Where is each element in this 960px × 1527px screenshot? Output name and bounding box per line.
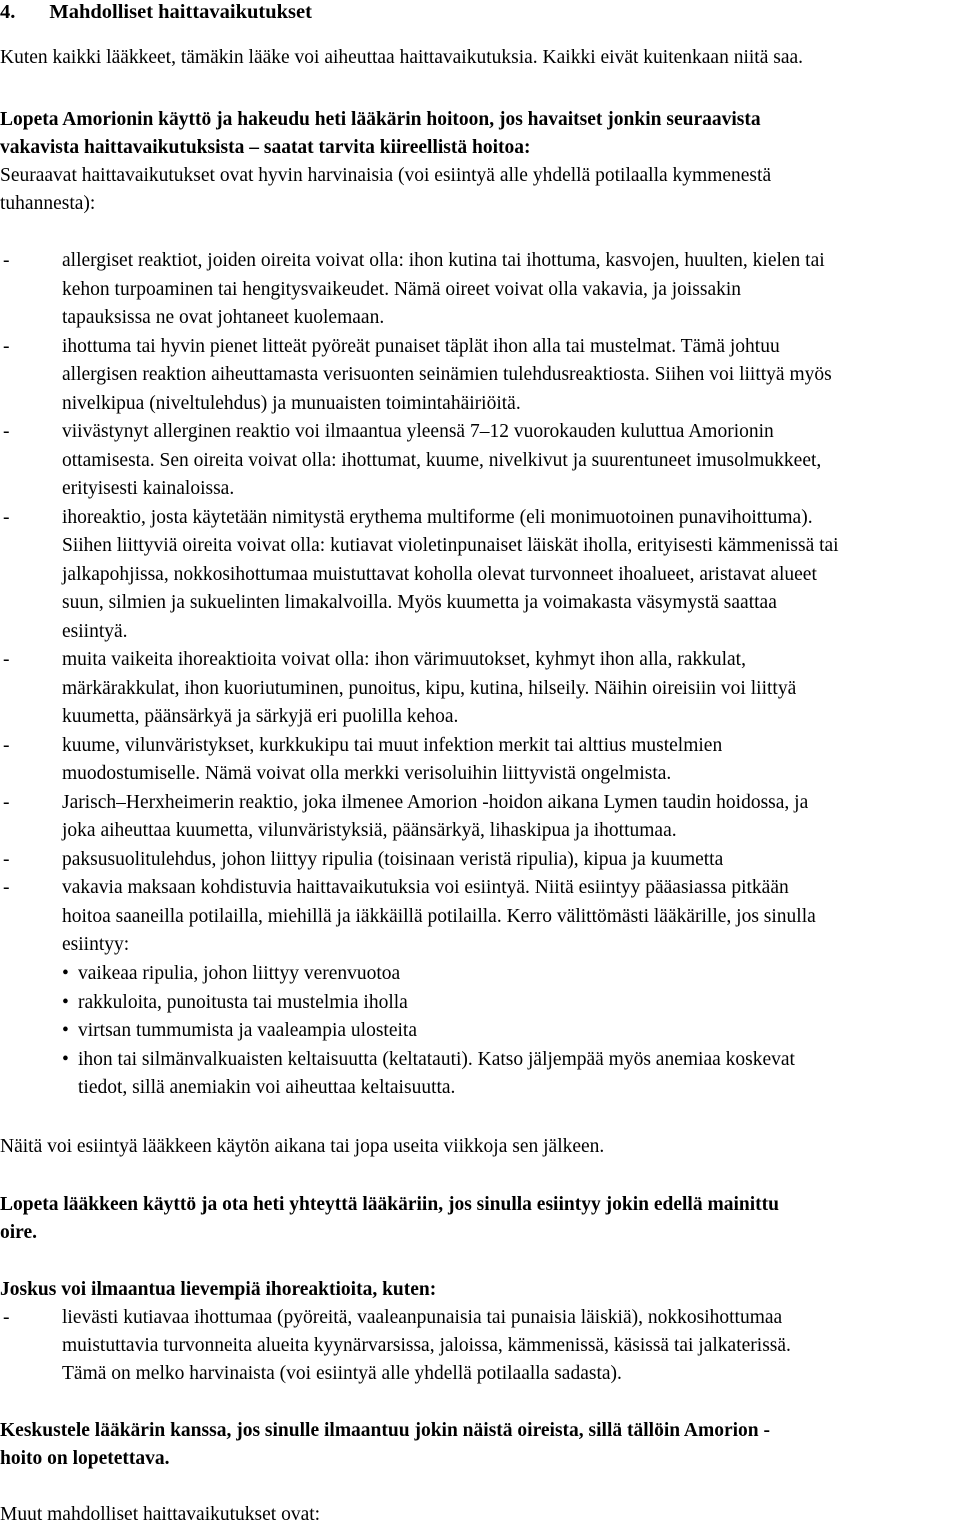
rare-intro-line-1: Seuraavat haittavaikutukset ovat hyvin harvinaisia (voi esiintyä alle yhdellä potilaalla kymmenestä [0, 165, 772, 186]
bullet-item-text: virtsan tummumista ja vaaleampia ulosteita [78, 1020, 417, 1041]
list-item-text: kuume, vilunväristykset, kurkkukipu tai muut infektion merkit tai alttius mustelmien [62, 734, 723, 756]
list-item-text: nivelkipua (niveltulehdus) ja munuaisten toimintahäiriöitä. [62, 392, 521, 414]
bullet-item-marker: • [62, 963, 69, 984]
stop-contact-line-2: oire. [0, 1222, 38, 1243]
list-item-marker: - [3, 335, 10, 357]
discuss-line-2: hoito on lopetettava. [0, 1448, 170, 1469]
bullet-item-marker: • [62, 1020, 69, 1041]
intro-paragraph: Kuten kaikki lääkkeet, tämäkin lääke voi aiheuttaa haittavaikutuksia. Kaikki eivät kuitenkaan niitä saa. [0, 47, 804, 68]
list-item-text: kuumetta, päänsärkyä ja särkyjä eri puolilla kehoa. [62, 706, 459, 727]
discuss-line-1: Keskustele lääkärin kanssa, jos sinulle ilmaantuu jokin näistä oireista, sillä tällöin Amorion - [0, 1420, 771, 1441]
other-effects-line: Muut mahdolliset haittavaikutukset ovat: [0, 1504, 321, 1525]
list-item-marker: - [3, 877, 10, 898]
stop-notice-line-1: Lopeta Amorionin käyttö ja hakeudu heti lääkärin hoitoon, jos havaitset jonkin seuraavista [0, 109, 761, 130]
list-item-text: joka aiheuttaa kuumetta, vilunväristyksiä, päänsärkyä, lihaskipua ja ihottumaa. [62, 820, 677, 841]
list-item-text: ottamisesta. Sen oireita voivat olla: ihottumat, kuume, nivelkivut ja suurentuneet imusolmukkeet, [62, 449, 822, 471]
section-title: Mahdolliset haittavaikutukset [49, 1, 312, 23]
list-item-marker: - [3, 250, 10, 271]
list-item-text: muistuttavia turvonneita alueita kyynärvarsissa, jaloissa, kämmenissä, käsissä tai jalkaterissä. [62, 1335, 791, 1356]
list-item-marker: - [3, 1307, 10, 1328]
list-item-marker: - [3, 506, 10, 528]
milder-heading: Joskus voi ilmaantua lievempiä ihoreaktioita, kuten: [0, 1279, 437, 1300]
bullet-item-marker: • [62, 991, 69, 1013]
list-item-marker: - [3, 649, 10, 670]
list-item-text: ihottuma tai hyvin pienet litteät pyöreät punaiset täplät ihon alla tai mustelmat. Tämä johtuu [62, 335, 780, 357]
list-item-text: tapauksissa ne ovat johtaneet kuolemaan. [62, 307, 385, 328]
list-item-marker: - [3, 734, 10, 756]
rare-intro-line-2: tuhannesta): [0, 193, 96, 214]
list-item-text: märkärakkulat, ihon kuoriutuminen, punoitus, kipu, kutina, hilseily. Näihin oireisiin voi liittyä [62, 677, 797, 699]
bullet-item-text: tiedot, sillä anemiakin voi aiheuttaa keltaisuutta. [78, 1077, 456, 1098]
list-item-text: hoitoa saaneilla potilailla, miehillä ja iäkkäillä potilailla. Kerro välittömästi lääkärille, jos sinulla [62, 905, 816, 927]
list-item-text: vakavia maksaan kohdistuvia haittavaikutuksia voi esiintyä. Niitä esiintyy pääasiassa pitkään [62, 877, 789, 898]
bullet-item-text: vaikeaa ripulia, johon liittyy verenvuotoa [78, 963, 401, 984]
list-item-text: paksusuolitulehdus, johon liittyy ripulia (toisinaan veristä ripulia), kipua ja kuumetta [62, 848, 724, 870]
list-item-marker: - [3, 848, 10, 870]
list-item-marker: - [3, 421, 10, 442]
list-item-text: esiintyy: [62, 934, 130, 955]
list-item-text: viivästynyt allerginen reaktio voi ilmaantua yleensä 7–12 vuorokauden kuluttua Amorionin [62, 421, 774, 442]
list-item-text: suun, silmien ja sukuelinten limakalvoilla. Myös kuumetta ja voimakasta väsymystä saattaa [62, 592, 777, 613]
list-item-text: kehon turpoaminen tai hengitysvaikeudet. Nämä oireet voivat olla vakavia, ja joissakin [62, 278, 742, 300]
list-item-text: Tämä on melko harvinaista (voi esiintyä alle yhdellä potilaalla sadasta). [62, 1363, 622, 1384]
list-item-text: jalkapohjissa, nokkosihottumaa muistuttavat koholla olevat turvonneet ihoalueet, aristavat alueet [62, 563, 817, 585]
list-item-text: Jarisch–Herxheimerin reaktio, joka ilmenee Amorion -hoidon aikana Lymen taudin hoidossa, ja [62, 791, 809, 813]
list-item-text: muita vaikeita ihoreaktioita voivat olla: ihon värimuutokset, kyhmyt ihon alla, rakkulat, [62, 649, 746, 670]
bullet-item-marker: • [62, 1048, 69, 1070]
list-item-text: muodostumiselle. Nämä voivat olla merkki verisoluihin liittyvistä ongelmista. [62, 763, 672, 784]
list-item-text: esiintyä. [62, 620, 128, 642]
stop-notice-line-2: vakavista haittavaikutuksista – saatat tarvita kiireellistä hoitoa: [0, 137, 531, 158]
bullet-item-text: ihon tai silmänvalkuaisten keltaisuutta (keltatauti). Katso jäljempää myös anemiaa koskevat [78, 1048, 795, 1070]
list-item-text: Siihen liittyviä oireita voivat olla: kutiavat violetinpunaiset läiskät iholla, erityisesti kämmenissä tai [62, 535, 839, 556]
list-item-text: ihoreaktio, josta käytetään nimitystä erythema multiforme (eli monimuotoinen punavihoittuma). [62, 506, 813, 528]
section-heading [0, 0, 312, 24]
list-item-text: allergiset reaktiot, joiden oireita voivat olla: ihon kutina tai ihottuma, kasvojen, huulten, kielen tai [62, 250, 825, 271]
list-item-marker: - [3, 791, 10, 813]
list-item-text: erityisesti kainaloissa. [62, 478, 235, 499]
bullet-item-text: rakkuloita, punoitusta tai mustelmia iholla [78, 991, 408, 1013]
section-number: 4. [0, 1, 16, 23]
timing-note: Näitä voi esiintyä lääkkeen käytön aikana tai jopa useita viikkoja sen jälkeen. [0, 1136, 605, 1157]
stop-contact-line-1: Lopeta lääkkeen käyttö ja ota heti yhteyttä lääkäriin, jos sinulla esiintyy jokin edellä mainittu [0, 1194, 779, 1215]
list-item-text: allergisen reaktion aiheuttamasta verisuonten seinämien tulehdusreaktiosta. Siihen voi liittyä myös [62, 364, 832, 385]
list-item-text: lievästi kutiavaa ihottumaa (pyöreitä, vaaleanpunaisia tai punaisia läiskiä), nokkosihottumaa [62, 1307, 783, 1328]
